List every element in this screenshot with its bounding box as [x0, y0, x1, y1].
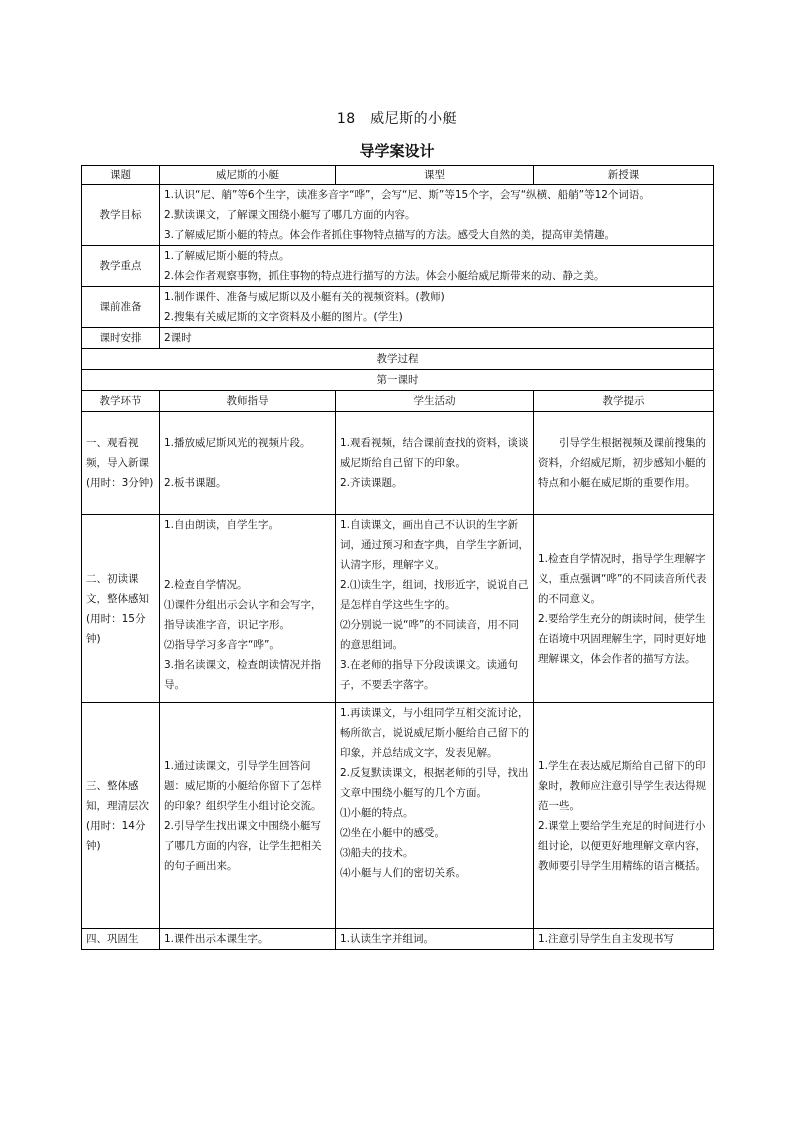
- tip-item: 1.检查自学情况时，指导学生理解字义，重点强调“哗”的不同读音所代表的不同意义。: [538, 552, 707, 605]
- teacher-item: [164, 453, 331, 473]
- teacher-guidance: [160, 703, 336, 929]
- student-item: ⑶船夫的技术。: [340, 847, 414, 859]
- prep-content: [160, 287, 714, 328]
- focus-label: 教学重点: [82, 246, 160, 287]
- student-item: 2.⑴读生字，组词，找形近字，说说自己是怎样自学这些生字的。: [340, 579, 529, 611]
- student-item: 1.观看视频，结合课前查找的资料，谈谈威尼斯给自己留下的印象。: [340, 437, 529, 469]
- stage-name: 二、初读课文，整体感知(用时：15分钟): [82, 515, 160, 703]
- type-label: 课型: [336, 166, 534, 185]
- prep-label: 课前准备: [82, 287, 160, 328]
- student-item: ⑴小艇的特点。: [340, 807, 414, 819]
- goal-item: 1.认识“尼、艄”等6个生字，读准多音字“哗”，会写“尼、斯”等15个字，会写“纵横、船艄”等12个词语。: [164, 189, 650, 201]
- goals-label: 教学目标: [82, 185, 160, 246]
- student-activity: [336, 929, 534, 950]
- stage-name: 四、巩固生: [82, 929, 160, 950]
- prep-item: 2.搜集有关威尼斯的文字资料及小艇的图片。(学生): [164, 311, 403, 323]
- teacher-item: 2.检查自学情况。: [164, 579, 248, 591]
- teaching-tip: [534, 515, 714, 703]
- teacher-guidance: [160, 412, 336, 515]
- tip-item: 1.学生在表达威尼斯给自己留下的印象时，教师应注意引导学生表达得规范一些。: [538, 759, 706, 812]
- student-activity: [336, 412, 534, 515]
- student-activity: [336, 515, 534, 703]
- teacher-item: 1.播放威尼斯风光的视频片段。: [164, 437, 311, 449]
- stage-name: 三、整体感知，理清层次(用时：14分钟): [82, 703, 160, 929]
- student-item: 1.再读课文，与小组同学互相交流讨论，畅所欲言，说说威尼斯小艇给自己留下的印象，并总结成文字，发表见解。: [340, 707, 529, 759]
- student-item: 2.齐读课题。: [340, 477, 403, 489]
- schedule-value: 2课时: [160, 328, 714, 349]
- period-title: 第一课时: [82, 370, 714, 391]
- student-item: 1.认读生字并组词。: [340, 933, 435, 945]
- student-item: 2.反复默读课文，根据老师的引导，找出文章中围绕小艇写的几个方面。: [340, 767, 529, 799]
- student-item: 3.在老师的指导下分段读课文。读通句子，不要丢字落字。: [340, 659, 519, 691]
- lesson-label: 课题: [82, 166, 160, 185]
- teacher-item: 3.指名读课文，检查朗读情况并指导。: [164, 659, 322, 691]
- student-item: ⑷小艇与人们的密切关系。: [340, 867, 466, 879]
- teacher-item: 2.板书课题。: [164, 477, 227, 489]
- tip-item: 1.注意引导学生自主发现书写: [538, 933, 675, 945]
- focus-item: 2.体会作者观察事物，抓住事物的特点进行描写的方法。体会小艇给威尼斯带来的动、静之美。: [164, 270, 605, 282]
- goal-item: 2.默读课文，了解课文围绕小艇写了哪几方面的内容。: [164, 209, 416, 221]
- focus-item: 1.了解威尼斯小艇的特点。: [164, 250, 290, 262]
- teacher-item: 1.课件出示本课生字。: [164, 933, 269, 945]
- focus-content: [160, 246, 714, 287]
- tip-item: 2.课堂上要给学生充足的时间进行小组讨论，以便更好地理解文章内容，教师要引导学生用精练的语言概括。: [538, 819, 706, 872]
- teacher-item: 2.引导学生找出课文中围绕小艇写了哪几方面的内容，让学生把相关的句子画出来。: [164, 819, 322, 872]
- lesson-value: 威尼斯的小艇: [160, 166, 336, 185]
- student-item: 1.自读课文，画出自己不认识的生字新词，通过预习和查字典，自学生字新词，认清字形，理解字义。: [340, 519, 529, 571]
- column-header-teacher: 教师指导: [160, 391, 336, 412]
- student-item: ⑵分别说一说“哗”的不同读音，用不同的意思组词。: [340, 619, 519, 651]
- teacher-guidance: [160, 929, 336, 950]
- lesson-plan-table: [81, 165, 714, 950]
- goal-item: 3.了解威尼斯小艇的特点。体会作者抓住事物特点描写的方法。感受大自然的美，提高审美情趣。: [164, 229, 616, 241]
- teaching-tip: [534, 703, 714, 929]
- type-value: 新授课: [534, 166, 714, 185]
- column-header-stage: 教学环节: [82, 391, 160, 412]
- teacher-item: [164, 555, 331, 575]
- teaching-tip: [534, 412, 714, 515]
- goals-content: [160, 185, 714, 246]
- teacher-item: ⑴课件分组出示会认字和会写字，指导读准字音，识记字形。: [164, 599, 322, 631]
- stage-name: 一、观看视频，导入新课(用时：3分钟): [82, 412, 160, 515]
- teacher-item: [164, 535, 331, 555]
- prep-item: 1.制作课件、准备与威尼斯以及小艇有关的视频资料。(教师): [164, 291, 445, 303]
- student-activity: [336, 703, 534, 929]
- tip-item: 引导学生根据视频及课前搜集的资料，介绍威尼斯，初步感知小艇的特点和小艇在威尼斯的重要作用。: [538, 437, 706, 489]
- column-header-tip: 教学提示: [534, 391, 714, 412]
- process-title: 教学过程: [82, 349, 714, 370]
- student-item: ⑵坐在小艇中的感受。: [340, 827, 445, 839]
- column-header-student: 学生活动: [336, 391, 534, 412]
- schedule-label: 课时安排: [82, 328, 160, 349]
- teacher-item: 1.自由朗读，自学生字。: [164, 519, 280, 531]
- teacher-item: 1.通过读课文，引导学生回答问题：威尼斯的小艇给你留下了怎样的印象？组织学生小组讨论交流。: [164, 759, 322, 812]
- document-title: 18 威尼斯的小艇: [336, 111, 458, 127]
- teacher-item: ⑵指导学习多音字“哗”。: [164, 639, 280, 651]
- teaching-tip: [534, 929, 714, 950]
- document-subtitle: 导学案设计: [359, 142, 435, 160]
- tip-item: 2.要给学生充分的朗读时间，使学生在语境中巩固理解生字，同时更好地理解课文，体会作者的描写方法。: [538, 612, 706, 665]
- teacher-guidance: [160, 515, 336, 703]
